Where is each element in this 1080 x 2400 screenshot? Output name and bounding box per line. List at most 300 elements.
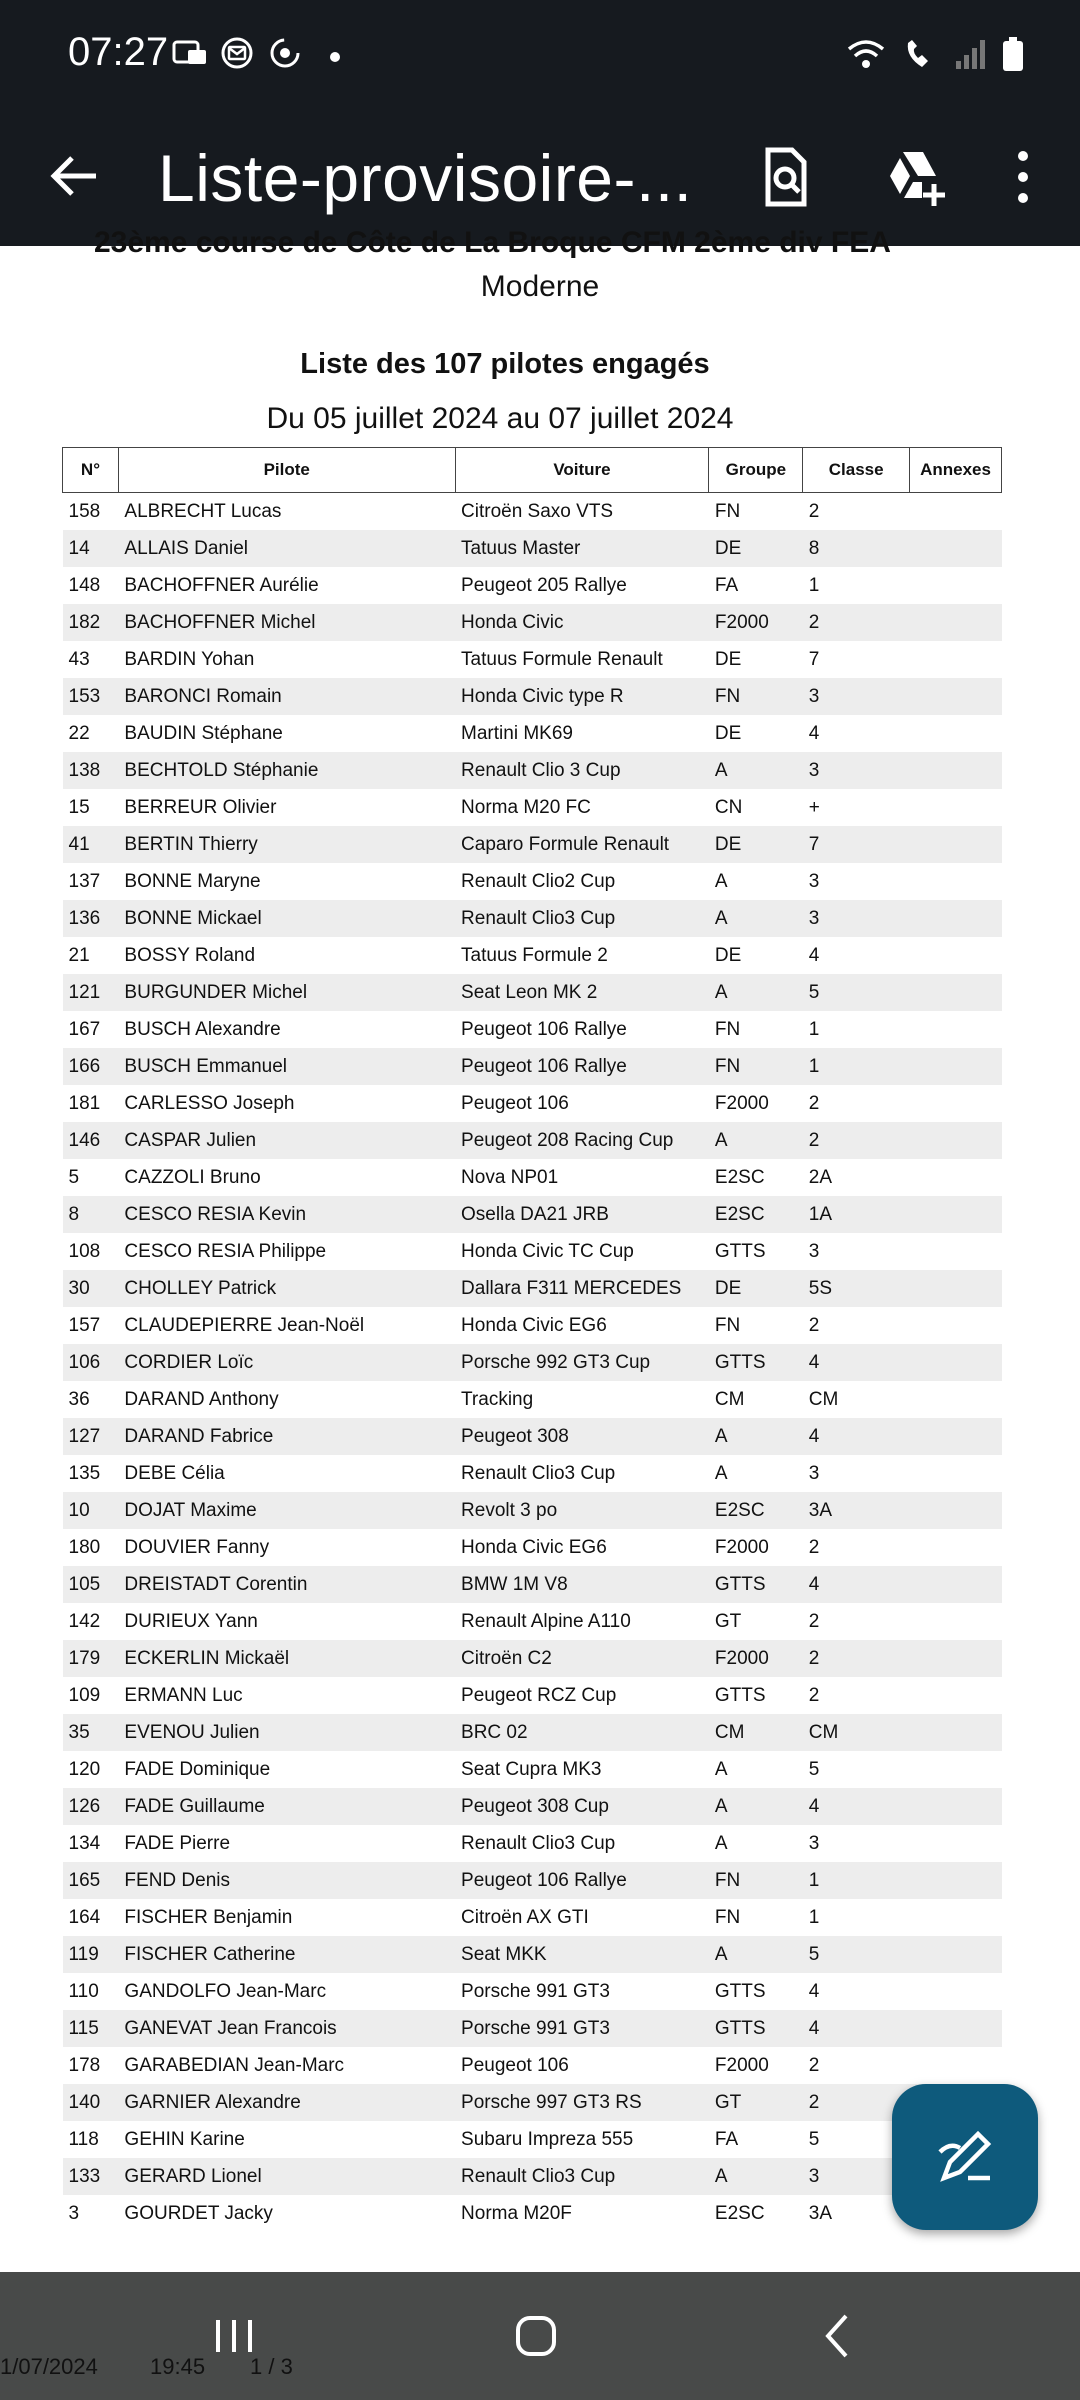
search-document-icon[interactable] [750,142,820,212]
entry-car: Peugeot 308 [455,1418,709,1455]
entry-group: GTTS [714,1980,766,2002]
entry-annexes [910,530,1002,567]
entry-class: 5 [803,1936,910,1973]
entry-class: CM [808,1388,839,1410]
entry-pilot: ECKERLIN Mickaël [118,1640,455,1677]
entry-group: F2000 [714,1092,769,1114]
entry-number: 158 [68,500,101,522]
more-notifications-dot [330,52,340,62]
entry-car: Renault Clio3 Cup [461,1832,616,1854]
entry-class: 3 [808,1240,820,1262]
entry-number: 10 [63,1492,119,1529]
entry-number: 15 [68,796,90,818]
entry-group: F2000 [709,604,803,641]
entry-number: 36 [68,1388,90,1410]
battery-icon [1002,36,1024,77]
entry-class: 1 [803,1048,910,1085]
sync-notification-icon [268,36,302,70]
entry-annexes [910,826,1002,863]
entry-group: FN [709,1862,803,1899]
entry-car: Seat MKK [455,1936,709,1973]
entry-annexes [910,1862,1002,1899]
entry-car: Peugeot RCZ Cup [461,1684,617,1706]
entry-class: 8 [803,530,910,567]
entry-pilot: CASPAR Julien [118,1122,455,1159]
entry-group: GTTS [709,2010,803,2047]
entry-car: Peugeot 106 Rallye [455,1048,709,1085]
entry-number: 146 [63,1122,119,1159]
table-row [63,2158,1002,2195]
entry-number: 21 [68,944,90,966]
table-row [63,567,1002,604]
table-row [63,900,1002,937]
entry-pilot: BONNE Mickael [118,900,455,937]
entry-class: CM [803,1714,910,1751]
table-row [63,1455,1002,1492]
entry-number: 120 [68,1758,101,1780]
table-row [63,2084,1002,2121]
entry-pilot: BUSCH Alexandre [124,1018,281,1040]
entry-class: 3A [803,1492,910,1529]
entry-number: 109 [68,1684,101,1706]
add-to-drive-icon[interactable] [878,142,948,212]
entry-group: A [714,1758,728,1780]
entry-car: Dallara F311 MERCEDES [455,1270,709,1307]
entry-car: BRC 02 [455,1714,709,1751]
entry-car: Peugeot 106 Rallye [461,1018,627,1040]
entry-car: Seat Leon MK 2 [455,974,709,1011]
document-title: Liste-provisoire-... [158,141,693,215]
edit-pen-icon [930,2122,1000,2192]
entry-number: 166 [63,1048,119,1085]
table-row [63,2121,1002,2158]
entry-number: 142 [68,1610,101,1632]
entry-class: 4 [803,1344,910,1381]
entry-car: Porsche 997 GT3 RS [455,2084,709,2121]
entry-number: 164 [68,1906,101,1928]
entry-group: A [709,1122,803,1159]
entry-annexes [910,1751,1002,1788]
entry-pilot: FADE Guillaume [118,1788,455,1825]
entry-pilot: BAUDIN Stéphane [124,722,283,744]
entry-number: 110 [68,1980,99,2002]
entry-class: 2A [808,1166,833,1188]
list-heading: Liste des 107 pilotes engagés [300,348,710,380]
back-nav-icon[interactable] [808,2306,868,2366]
table-row [63,1307,1002,1344]
entry-number: 134 [68,1832,101,1854]
entry-number: 106 [63,1344,119,1381]
entry-group: F2000 [714,2054,769,2076]
entry-car: Renault Clio2 Cup [461,870,616,892]
entry-number: 137 [68,870,101,892]
entry-class: 1 [808,574,820,596]
table-row [63,789,1002,826]
entry-group: A [709,1936,803,1973]
table-row [63,1233,1002,1270]
entry-pilot: DURIEUX Yann [124,1610,258,1632]
entry-pilot: FADE Pierre [124,1832,231,1854]
entry-class: 4 [803,2010,910,2047]
entry-number: 8 [63,1196,119,1233]
entry-annexes [910,1270,1002,1307]
entry-class: 4 [808,1980,820,2002]
entry-number: 127 [63,1418,119,1455]
entry-group: E2SC [709,1492,803,1529]
entry-group: DE [714,944,742,966]
entry-annexes [910,1085,1002,1122]
table-row [63,1011,1002,1048]
header-class: Classe [803,448,910,493]
entry-annexes [910,2010,1002,2047]
entry-pilot: DOJAT Maxime [118,1492,455,1529]
entry-number: 165 [63,1862,119,1899]
more-options-icon[interactable] [988,142,1058,212]
table-row [63,1936,1002,1973]
entry-annexes [910,863,1002,900]
table-row [63,2195,1002,2232]
table-row [63,1677,1002,1714]
entry-group: F2000 [714,1536,769,1558]
entry-group: FN [714,1018,741,1040]
entry-number: 119 [63,1936,119,1973]
entry-group: E2SC [714,2202,765,2224]
recent-apps-icon[interactable] [204,2306,264,2366]
entry-class: 4 [803,1788,910,1825]
table-row [63,530,1002,567]
entry-number: 181 [68,1092,101,1114]
entry-annexes [910,1455,1002,1492]
entry-group: GTTS [709,1566,803,1603]
entry-pilot: CLAUDEPIERRE Jean-Noël [124,1314,365,1336]
entry-car: Citroën Saxo VTS [461,500,614,522]
entry-class: 2 [808,1536,820,1558]
entry-group: A [714,870,728,892]
header-pilot: Pilote [118,448,455,493]
entries-table [62,447,1002,2232]
back-arrow-icon[interactable] [44,146,104,206]
entry-class: 4 [808,944,820,966]
entry-class: 2 [808,2054,820,2076]
page-indicator: 1 / 3 [250,2354,293,2379]
entry-class: 5S [803,1270,910,1307]
entry-pilot: BACHOFFNER Aurélie [124,574,319,596]
entry-car: Nova NP01 [461,1166,559,1188]
table-header-row [63,448,1002,493]
entry-car: Peugeot 106 [461,1092,569,1114]
entry-pilot: EVENOU Julien [118,1714,455,1751]
entry-car: Renault Clio3 Cup [455,900,709,937]
entry-annexes [910,1788,1002,1825]
entry-pilot: GANEVAT Jean Francois [118,2010,455,2047]
table-row [63,604,1002,641]
entry-number: 182 [63,604,119,641]
entry-number: 167 [68,1018,101,1040]
entry-annexes [910,1307,1002,1344]
table-row [63,1122,1002,1159]
entry-pilot: CHOLLEY Patrick [118,1270,455,1307]
entry-car: Revolt 3 po [455,1492,709,1529]
entry-number: 108 [68,1240,101,1262]
entry-class: 3A [808,2202,833,2224]
entry-number: 30 [63,1270,119,1307]
entry-class: 2 [808,1684,820,1706]
pdf-page[interactable] [0,226,1080,2236]
entry-car: Tracking [461,1388,534,1410]
entry-number: 118 [68,2128,99,2150]
status-bar [0,0,1080,118]
header-car: Voiture [455,448,709,493]
entry-number: 140 [63,2084,119,2121]
entry-number: 14 [63,530,119,567]
entry-class: 2 [803,1122,910,1159]
entry-group: A [709,752,803,789]
entry-class: + [808,796,820,818]
entry-pilot: DARAND Anthony [124,1388,279,1410]
entry-group: GTTS [709,1344,803,1381]
entry-pilot: GANDOLFO Jean-Marc [124,1980,327,2002]
entry-car: BMW 1M V8 [455,1566,709,1603]
entry-class: 2 [803,2084,910,2121]
entry-car: Tatuus Formule Renault [461,648,663,670]
entry-group: DE [709,826,803,863]
entry-class: 2 [803,604,910,641]
entry-class: 1A [803,1196,910,1233]
table-row [63,1492,1002,1529]
entry-number: 178 [68,2054,101,2076]
entry-group: DE [714,648,742,670]
entry-group: GTTS [714,1240,766,1262]
entry-group: DE [709,530,803,567]
entry-car: Honda Civic EG6 [461,1536,607,1558]
entry-pilot: BURGUNDER Michel [118,974,455,1011]
entry-pilot: GEHIN Karine [124,2128,245,2150]
entry-pilot: GOURDET Jacky [124,2202,273,2224]
table-row [63,715,1002,752]
entry-car: Honda Civic TC Cup [461,1240,634,1262]
entry-pilot: DEBE Célia [124,1462,225,1484]
entry-annexes [910,641,1002,678]
entry-group: FN [709,1048,803,1085]
table-row [63,974,1002,1011]
entry-class: 5 [803,974,910,1011]
table-row [63,863,1002,900]
entry-annexes [910,752,1002,789]
table-row [63,1344,1002,1381]
entry-pilot: GERARD Lionel [118,2158,455,2195]
entry-annexes [910,1603,1002,1640]
entry-car: Honda Civic type R [455,678,709,715]
entry-annexes [910,1011,1002,1048]
entry-pilot: BERTIN Thierry [118,826,455,863]
entry-car: Tatuus Master [455,530,709,567]
header-number: N° [63,448,119,493]
entry-pilot: DOUVIER Fanny [124,1536,270,1558]
entry-number: 105 [63,1566,119,1603]
entry-number: 35 [63,1714,119,1751]
entry-pilot: BARDIN Yohan [124,648,255,670]
entry-annexes [910,789,1002,826]
entry-class: 1 [808,1906,820,1928]
entry-annexes [910,493,1002,531]
entry-number: 153 [63,678,119,715]
entry-pilot: CESCO RESIA Kevin [118,1196,455,1233]
entry-car: Peugeot 208 Racing Cup [455,1122,709,1159]
entry-pilot: CAZZOLI Bruno [124,1166,261,1188]
entry-class: 2 [808,500,820,522]
entry-annexes [910,900,1002,937]
entry-group: FN [714,1314,741,1336]
entry-number: 180 [68,1536,101,1558]
table-row [63,2010,1002,2047]
entry-annexes [910,567,1002,604]
entry-annexes [910,715,1002,752]
entry-pilot: CARLESSO Joseph [124,1092,295,1114]
entry-pilot: GARNIER Alexandre [118,2084,455,2121]
entry-annexes [910,1418,1002,1455]
entry-car: Subaru Impreza 555 [461,2128,634,2150]
entry-pilot: BECHTOLD Stéphanie [118,752,455,789]
table-row [63,2047,1002,2084]
entry-annexes [910,1122,1002,1159]
screenshot-notification-icon [172,36,206,70]
entry-number: 41 [63,826,119,863]
entry-class: 3 [803,678,910,715]
table-row [63,1751,1002,1788]
table-row [63,1973,1002,2010]
entry-class: 3 [808,1832,820,1854]
entry-number: 133 [63,2158,119,2195]
entry-class: 1 [803,1862,910,1899]
entry-number: 3 [68,2202,80,2224]
entry-group: GTTS [714,1684,766,1706]
header-annexes: Annexes [910,448,1002,493]
entry-annexes [910,974,1002,1011]
entry-pilot: ALBRECHT Lucas [124,500,282,522]
table-row [63,826,1002,863]
entry-annexes [910,1381,1002,1418]
entry-car: Peugeot 106 [461,2054,569,2076]
entry-pilot: FISCHER Catherine [118,1936,455,1973]
entry-car: Peugeot 106 Rallye [455,1862,709,1899]
entry-number: 43 [68,648,90,670]
entry-class: 4 [808,722,820,744]
entry-car: Porsche 991 GT3 [455,2010,709,2047]
entry-group: CM [714,1388,745,1410]
entry-group: DE [709,1270,803,1307]
entry-group: DE [714,722,742,744]
table-row [63,1899,1002,1936]
table-row [63,1788,1002,1825]
table-row [63,752,1002,789]
entry-car: Honda Civic [455,604,709,641]
entry-pilot: BERREUR Olivier [124,796,277,818]
table-row [63,1714,1002,1751]
edit-fab[interactable] [892,2084,1038,2230]
entry-group: CN [714,796,743,818]
entry-car: Renault Clio3 Cup [455,2158,709,2195]
entry-group: A [709,900,803,937]
entry-car: Porsche 992 GT3 Cup [455,1344,709,1381]
entry-group: FA [714,2128,739,2150]
entry-pilot: BUSCH Emmanuel [118,1048,455,1085]
entry-annexes [910,1714,1002,1751]
table-row [63,1640,1002,1677]
entry-group: A [714,1832,728,1854]
entry-car: Seat Cupra MK3 [461,1758,602,1780]
entry-class: 3 [803,2158,910,2195]
entry-group: GT [709,2084,803,2121]
entry-number: 179 [63,1640,119,1677]
entry-group: CM [709,1714,803,1751]
entry-number: 126 [63,1788,119,1825]
entry-group: FN [714,500,741,522]
entry-car: Tatuus Formule 2 [461,944,608,966]
category-subtitle: Moderne [480,270,600,303]
entry-pilot: ERMANN Luc [124,1684,243,1706]
entry-class: 2 [808,1092,820,1114]
entry-group: FN [709,678,803,715]
navigation-bar [0,2272,1080,2400]
wifi-calling-icon [902,37,938,76]
home-icon[interactable] [506,2306,566,2366]
entry-car: Citroën AX GTI [461,1906,589,1928]
entry-annexes [910,1529,1002,1566]
table-row [63,678,1002,715]
entry-group: FN [714,1906,741,1928]
entry-annexes [910,1159,1002,1196]
entry-group: GT [714,1610,742,1632]
entry-class: 3 [808,870,820,892]
entry-class: 3 [803,752,910,789]
entry-pilot: FEND Denis [118,1862,455,1899]
entry-number: 121 [63,974,119,1011]
entry-annexes [910,1196,1002,1233]
entry-class: 3 [808,1462,820,1484]
entry-class: 2 [808,1610,820,1632]
entry-annexes [910,1899,1002,1936]
entry-group: F2000 [709,1640,803,1677]
entry-car: Honda Civic EG6 [461,1314,607,1336]
entry-annexes [910,1936,1002,1973]
entry-pilot: BARONCI Romain [118,678,455,715]
entry-car: Peugeot 205 Rallye [461,574,627,596]
entry-pilot: CESCO RESIA Philippe [124,1240,327,1262]
table-row [63,641,1002,678]
entry-class: 5 [808,2128,820,2150]
entry-annexes [910,1048,1002,1085]
entry-car: Citroën C2 [455,1640,709,1677]
entry-annexes [910,1233,1002,1270]
entry-annexes [910,2047,1002,2084]
entry-group: A [709,1788,803,1825]
entry-annexes [910,1640,1002,1677]
entry-annexes [910,1825,1002,1862]
entry-group: FA [714,574,739,596]
entry-group: A [709,1418,803,1455]
entry-number: 157 [68,1314,101,1336]
print-date: 1/07/2024 [0,2354,98,2379]
entry-class: 2 [803,1640,910,1677]
entry-group: E2SC [714,1166,765,1188]
entry-number: 148 [68,574,101,596]
entry-class: 5 [808,1758,820,1780]
table-row [63,1529,1002,1566]
table-row [63,1085,1002,1122]
entry-number: 22 [68,722,90,744]
entry-pilot: FISCHER Benjamin [124,1906,293,1928]
table-row [63,1270,1002,1307]
